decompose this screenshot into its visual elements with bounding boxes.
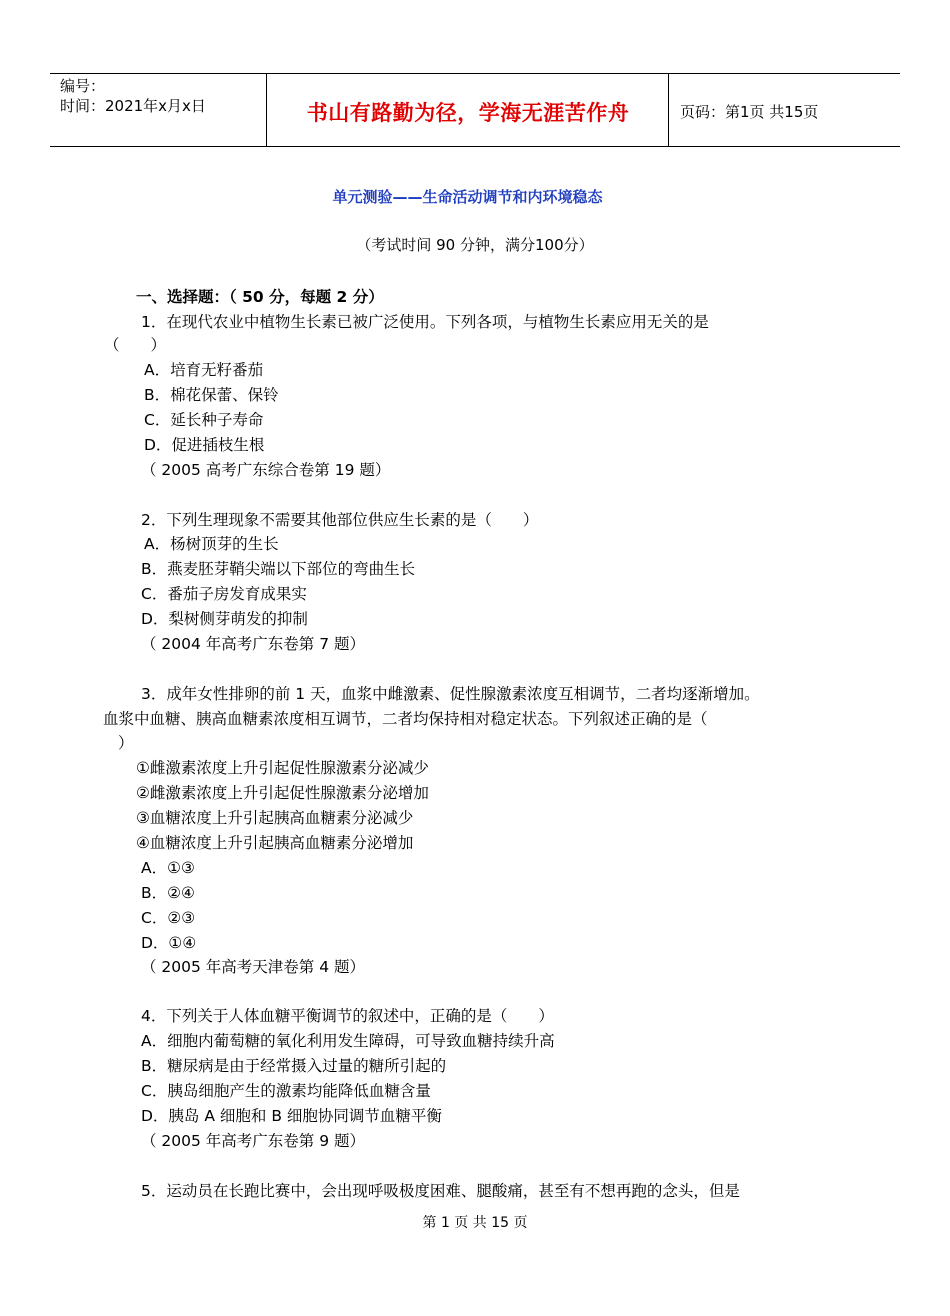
question-1-source: （ 2005 高考广东综合卷第 19 题） xyxy=(141,461,391,479)
question-3-stem: 3．成年女性排卵的前 1 天，血浆中雌激素、促性腺激素浓度互相调节，二者均逐渐增加。 xyxy=(141,685,760,703)
header-divider-left xyxy=(266,73,267,146)
header-divider-right xyxy=(668,73,669,146)
question-4-stem: 4．下列关于人体血糖平衡调节的叙述中，正确的是（ ） xyxy=(141,1007,554,1025)
question-2-stem: 2．下列生理现象不需要其他部位供应生长素的是（ ） xyxy=(141,511,539,529)
header-left-cell xyxy=(60,76,206,116)
question-4-option-d: D．胰岛 A 细胞和 B 细胞协同调节血糖平衡 xyxy=(141,1107,442,1125)
question-1-option-b: B．棉花保蕾、保铃 xyxy=(144,386,279,404)
time-label: 时间：2021年x月x日 xyxy=(60,97,206,115)
number-label: 编号： xyxy=(60,77,106,95)
question-3-option-d: D．①④ xyxy=(141,934,197,952)
document-title: 单元测验——生命活动调节和内环境稳态 xyxy=(332,188,603,206)
question-3-option-a: A．①③ xyxy=(141,859,195,877)
question-1-option-d: D．促进插枝生根 xyxy=(144,436,265,454)
page-footer: 第 1 页 共 15 页 xyxy=(422,1215,528,1231)
header-bottom-rule xyxy=(50,146,900,147)
exam-info: （考试时间 90 分钟，满分100分） xyxy=(356,236,594,254)
question-3-statement-4: ④血糖浓度上升引起胰高血糖素分泌增加 xyxy=(136,834,414,852)
question-3-statement-3: ③血糖浓度上升引起胰高血糖素分泌减少 xyxy=(136,809,414,827)
question-2-option-a: A．杨树顶芽的生长 xyxy=(144,535,279,553)
question-3-option-b: B．②④ xyxy=(141,884,195,902)
question-1-stem-cont: （ ） xyxy=(104,336,167,354)
question-1-option-c: C．延长种子寿命 xyxy=(144,411,264,429)
header-top-rule xyxy=(50,73,900,74)
question-2-option-b: B．燕麦胚芽鞘尖端以下部位的弯曲生长 xyxy=(141,560,416,578)
question-3-statement-2: ②雌激素浓度上升引起促性腺激素分泌增加 xyxy=(136,784,429,802)
question-4-option-c: C．胰岛细胞产生的激素均能降低血糖含量 xyxy=(141,1082,431,1100)
header-page-label: 页码：第1页 共15页 xyxy=(680,103,819,121)
question-2-option-c: C．番茄子房发育成果实 xyxy=(141,585,307,603)
question-1-stem: 1．在现代农业中植物生长素已被广泛使用。下列各项，与植物生长素应用无关的是 xyxy=(141,313,709,331)
section-heading: 一、选择题：（ 50 分，每题 2 分） xyxy=(136,288,384,306)
question-3-stem-cont: 血浆中血糖、胰高血糖素浓度相互调节，二者均保持相对稳定状态。下列叙述正确的是（ xyxy=(103,710,708,728)
question-3-stem-end: ） xyxy=(118,734,134,752)
header-motto: 书山有路勤为径，学海无涯苦作舟 xyxy=(306,101,630,125)
question-3-statement-1: ①雌激素浓度上升引起促性腺激素分泌减少 xyxy=(136,759,429,777)
question-3-source: （ 2005 年高考天津卷第 4 题） xyxy=(141,958,366,976)
question-3-option-c: C．②③ xyxy=(141,909,196,927)
question-4-source: （ 2005 年高考广东卷第 9 题） xyxy=(141,1132,366,1150)
question-4-option-b: B．糖尿病是由于经常摄入过量的糖所引起的 xyxy=(141,1057,447,1075)
question-2-option-d: D．梨树侧芽萌发的抑制 xyxy=(141,610,308,628)
question-1-option-a: A．培育无籽番茄 xyxy=(144,361,264,379)
question-4-option-a: A．细胞内葡萄糖的氧化利用发生障碍，可导致血糖持续升高 xyxy=(141,1032,555,1050)
question-5-stem: 5．运动员在长跑比赛中，会出现呼吸极度困难、腿酸痛，甚至有不想再跑的念头，但是 xyxy=(141,1182,740,1200)
question-2-source: （ 2004 年高考广东卷第 7 题） xyxy=(141,635,366,653)
